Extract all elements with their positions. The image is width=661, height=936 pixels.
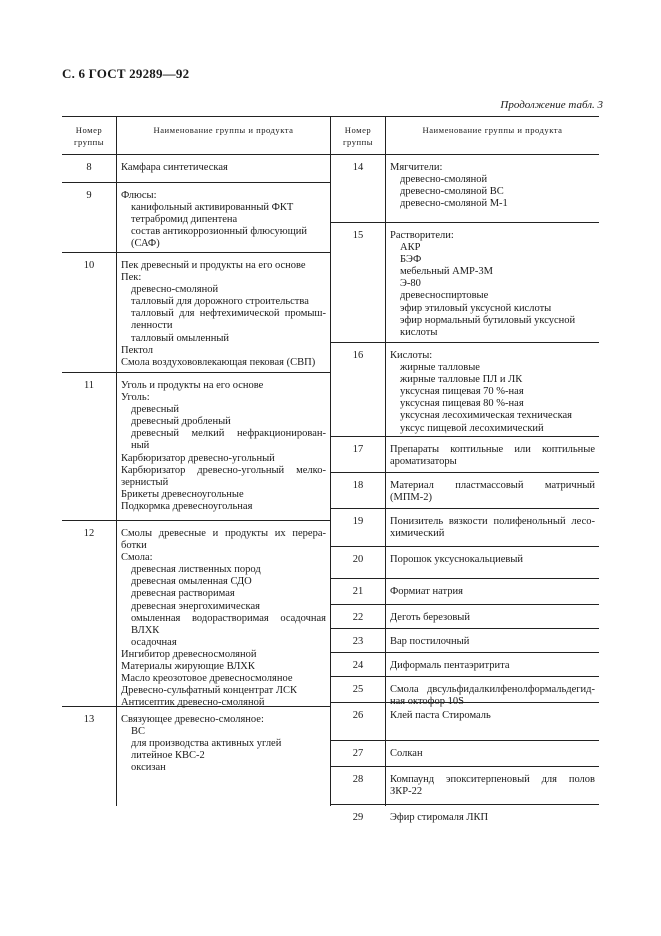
row-separator — [62, 706, 330, 707]
product-line: зернистый — [121, 476, 169, 488]
product-line: ный — [131, 440, 150, 452]
product-line: жирные талловые ПЛ и ЛК — [400, 374, 523, 386]
product-line: талловый омыленный — [131, 332, 230, 344]
group-content — [121, 528, 326, 709]
product-line: канифольный активированный ФКТ — [131, 202, 294, 214]
product-line: Уголь и продукты на его основе — [121, 380, 264, 391]
group-content — [390, 350, 595, 435]
products-table — [62, 116, 599, 823]
row-separator — [331, 740, 599, 741]
header-group-number-right: Номер группы — [343, 125, 373, 147]
product-line: Препараты коптильные или коптильные — [390, 444, 595, 455]
group-number: 8 — [86, 162, 92, 173]
group-number: 15 — [352, 230, 364, 241]
row-separator — [331, 436, 599, 437]
group-content — [390, 684, 595, 708]
product-line: Смола: — [121, 552, 153, 564]
group-number: 26 — [352, 710, 364, 721]
product-line: Смолы древесные и продукты их перера- — [121, 528, 326, 539]
product-line: ленности — [131, 320, 173, 332]
group-content — [121, 162, 326, 174]
product-line: Материалы жирующие ВЛХК — [121, 661, 255, 673]
group-content — [121, 714, 326, 774]
product-line: Смола воздухововлекающая пековая (СВП) — [121, 356, 316, 368]
left-column — [62, 154, 330, 806]
product-line: Флюсы: — [121, 190, 157, 201]
product-line: Кислоты: — [390, 350, 433, 361]
product-line: уксусная лесохимическая техническая — [400, 410, 573, 422]
product-line: Диформаль пентаэритрита — [390, 660, 510, 671]
product-line: ВС — [131, 726, 146, 738]
product-line: Древесно-сульфатный концентрат ЛСК — [121, 685, 297, 697]
row-separator — [331, 342, 599, 343]
product-line: состав антикоррозионный флюсующий — [131, 226, 307, 238]
group-number: 24 — [352, 660, 364, 671]
group-content — [121, 190, 326, 250]
row-separator — [62, 520, 330, 521]
product-line: древесная лиственных пород — [131, 564, 261, 576]
product-line: Пектол — [121, 344, 154, 356]
group-number: 10 — [83, 260, 95, 271]
product-line: омыленная водорастворимая осадочная — [131, 612, 326, 624]
row-separator — [331, 676, 599, 677]
product-line: Смола двсульфидалкилфенолформальдегид- — [390, 684, 595, 695]
group-content — [390, 444, 595, 468]
group-content — [390, 480, 595, 504]
group-number: 17 — [352, 444, 364, 455]
product-line: Брикеты древесноугольные — [121, 488, 244, 500]
product-line: Подкормка древесноугольная — [121, 500, 253, 512]
product-line: древесная энергохимическая — [131, 600, 260, 612]
row-separator — [331, 652, 599, 653]
product-line: химический — [390, 528, 445, 540]
row-separator — [62, 372, 330, 373]
group-number: 13 — [83, 714, 95, 725]
product-line: (САФ) — [131, 238, 160, 250]
group-number: 28 — [352, 774, 364, 785]
product-line: Деготь березовый — [390, 612, 470, 623]
product-line: Материал пластмассовый матричный — [390, 480, 595, 491]
group-number: 9 — [86, 190, 92, 201]
page-header: С. 6 ГОСТ 29289—92 — [62, 66, 190, 81]
product-line: уксусная пищевая 80 %-ная — [400, 398, 524, 410]
product-line: Пек древесный и продукты на его основе — [121, 260, 306, 271]
group-content — [390, 748, 595, 760]
product-line: древесный дробленый — [131, 416, 231, 428]
product-line: Карбюризатор древесно-угольный мелко- — [121, 464, 326, 476]
product-line: Растворители: — [390, 230, 454, 241]
group-number: 29 — [352, 812, 364, 823]
row-separator — [331, 578, 599, 579]
product-line: талловый для нефтехимической промыш- — [131, 308, 326, 320]
product-line: древесный — [131, 404, 180, 416]
product-line: оксизан — [131, 762, 166, 774]
group-number: 22 — [352, 612, 364, 623]
row-separator — [331, 628, 599, 629]
product-line: ЗКР-22 — [390, 786, 423, 798]
product-line: (МПМ-2) — [390, 492, 432, 504]
product-line: Понизитель вязкости полифенольный лесо- — [390, 516, 595, 527]
product-line: Карбюризатор древесно-угольный — [121, 452, 275, 464]
header-group-name-left: Наименование группы и продукта — [153, 125, 294, 135]
product-line: Камфара синтетическая — [121, 162, 228, 173]
product-line: для производства активных углей — [131, 738, 282, 750]
row-separator — [331, 546, 599, 547]
row-separator — [331, 604, 599, 605]
product-line: Ингибитор древесносмоляной — [121, 648, 257, 660]
product-line: Порошок уксуснокальциевый — [390, 554, 524, 565]
product-line: ароматизаторы — [390, 456, 457, 468]
row-separator — [331, 472, 599, 473]
product-line: ная октофор 10S — [390, 696, 464, 708]
product-line: древесноспиртовые — [400, 290, 489, 302]
right-column — [331, 154, 599, 823]
group-number: 11 — [83, 380, 95, 391]
group-content — [390, 812, 595, 824]
header-group-number-left: Номер группы — [74, 125, 104, 147]
group-content — [390, 660, 595, 672]
group-number: 16 — [352, 350, 364, 361]
product-line: Солкан — [390, 748, 423, 759]
product-line: талловый для дорожного строительства — [131, 296, 309, 308]
group-content — [390, 554, 595, 566]
row-separator — [62, 252, 330, 253]
row-separator — [331, 508, 599, 509]
product-line: древесно-смоляной М-1 — [400, 198, 508, 210]
group-content — [121, 260, 326, 369]
product-line: древесный мелкий нефракционирован- — [131, 428, 326, 440]
product-line: эфир этиловый уксусной кислоты — [400, 302, 552, 314]
product-line: кислоты — [400, 326, 438, 338]
group-content — [390, 516, 595, 540]
group-content — [390, 586, 595, 598]
row-separator — [62, 182, 330, 183]
product-line: БЭФ — [400, 254, 422, 266]
header-group-name-right: Наименование группы и продукта — [422, 125, 563, 135]
product-line: Уголь: — [121, 392, 150, 404]
product-line: древесно-смоляной — [400, 174, 488, 186]
product-line: АКР — [400, 242, 421, 254]
group-number: 19 — [352, 516, 364, 527]
group-number: 12 — [83, 528, 95, 539]
group-number: 25 — [352, 684, 364, 695]
product-line: тетрабромид дипентена — [131, 214, 238, 226]
product-line: Вар постилочный — [390, 636, 470, 647]
product-line: ВЛХК — [131, 624, 160, 636]
group-content — [390, 230, 595, 339]
group-content — [121, 380, 326, 513]
group-content — [390, 636, 595, 648]
product-line: Клей паста Стиромаль — [390, 710, 491, 721]
group-number: 14 — [352, 162, 364, 173]
row-separator — [331, 766, 599, 767]
product-line: уксус пищевой лесохимический — [400, 422, 544, 434]
product-line: уксусная пищевая 70 %-ная — [400, 386, 524, 398]
product-line: Эфир стиромаля ЛКП — [390, 812, 489, 823]
group-content — [390, 774, 595, 798]
product-line: древесно-смоляной — [131, 284, 219, 296]
row-separator — [331, 222, 599, 223]
product-line: эфир нормальный бутиловый уксусной — [400, 314, 576, 326]
product-line: жирные талловые — [400, 362, 480, 374]
product-line: осадочная — [131, 636, 177, 648]
group-number: 27 — [352, 748, 364, 759]
group-number: 18 — [352, 480, 364, 491]
product-line: ботки — [121, 540, 147, 552]
product-line: Масло креозотовое древесносмоляное — [121, 673, 293, 685]
product-line: Пек: — [121, 272, 142, 284]
product-line: литейное КВС-2 — [131, 750, 205, 762]
product-line: Связующее древесно-смоляное: — [121, 714, 264, 725]
product-line: Компаунд эпокситерпеновый для полов — [390, 774, 595, 785]
product-line: древесно-смоляной ВС — [400, 186, 504, 198]
product-line: Мягчители: — [390, 162, 443, 173]
group-content — [390, 710, 595, 722]
product-line: Э-80 — [400, 278, 421, 290]
product-line: Антисептик древесно-смоляной — [121, 697, 265, 709]
row-separator — [331, 702, 599, 703]
row-separator — [331, 804, 599, 805]
group-number: 20 — [352, 554, 364, 565]
table-continuation-label: Продолжение табл. 3 — [500, 99, 603, 111]
group-number: 23 — [352, 636, 364, 647]
product-line: мебельный АМР-3М — [400, 266, 493, 278]
product-line: древесная омыленная СДО — [131, 576, 252, 588]
group-content — [390, 162, 595, 210]
group-number: 21 — [352, 586, 364, 597]
group-content — [390, 612, 595, 624]
product-line: Формиат натрия — [390, 586, 463, 597]
product-line: древесная растворимая — [131, 588, 235, 600]
